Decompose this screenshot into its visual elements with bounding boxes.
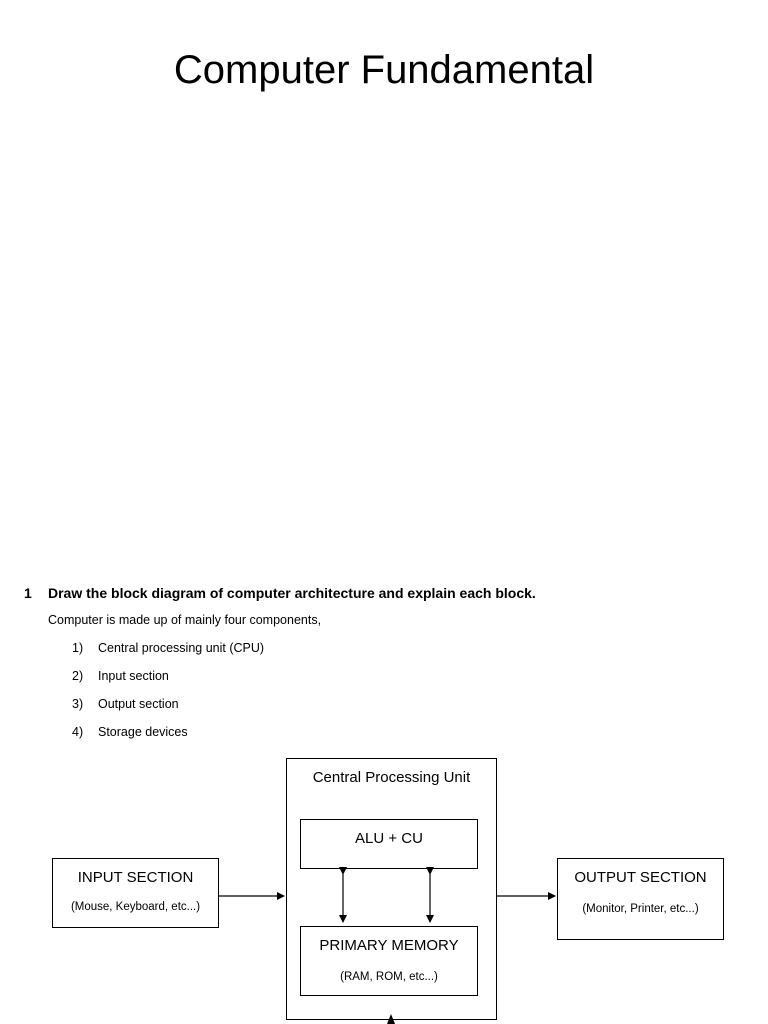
list-item — [72, 725, 188, 739]
list-item-number: 4) — [72, 725, 84, 739]
list-item — [72, 641, 264, 655]
output-section-label: OUTPUT SECTION — [574, 869, 707, 886]
output-section-sub: (Monitor, Printer, etc...) — [582, 903, 699, 915]
list-item-label: Input section — [98, 669, 169, 683]
primary-memory-label: PRIMARY MEMORY — [319, 937, 459, 954]
question-heading — [24, 585, 536, 601]
intro-text: Computer is made up of mainly four components, — [48, 613, 322, 627]
alu-cu-block — [300, 819, 478, 869]
input-section-label: INPUT SECTION — [77, 869, 194, 886]
primary-memory-block — [300, 926, 478, 996]
primary-memory-sub: (RAM, ROM, etc...) — [340, 971, 438, 983]
question-number: 1 — [24, 585, 32, 601]
list-item-label: Central processing unit (CPU) — [98, 641, 265, 655]
question-text: Draw the block diagram of computer architecture and explain each block. — [48, 585, 536, 601]
list-item-number: 3) — [72, 697, 84, 711]
list-item-number: 1) — [72, 641, 84, 655]
list-item — [72, 669, 169, 683]
list-item-label: Storage devices — [98, 725, 188, 739]
input-section-block — [52, 858, 219, 928]
cpu-title: Central Processing Unit — [312, 769, 471, 786]
list-item-label: Output section — [98, 697, 179, 711]
input-section-sub: (Mouse, Keyboard, etc...) — [70, 901, 201, 913]
slide-title: Computer Fundamental — [173, 48, 595, 92]
output-section-block — [557, 858, 724, 940]
list-item — [72, 697, 179, 711]
list-item-number: 2) — [72, 669, 84, 683]
alu-cu-label: ALU + CU — [355, 830, 423, 847]
